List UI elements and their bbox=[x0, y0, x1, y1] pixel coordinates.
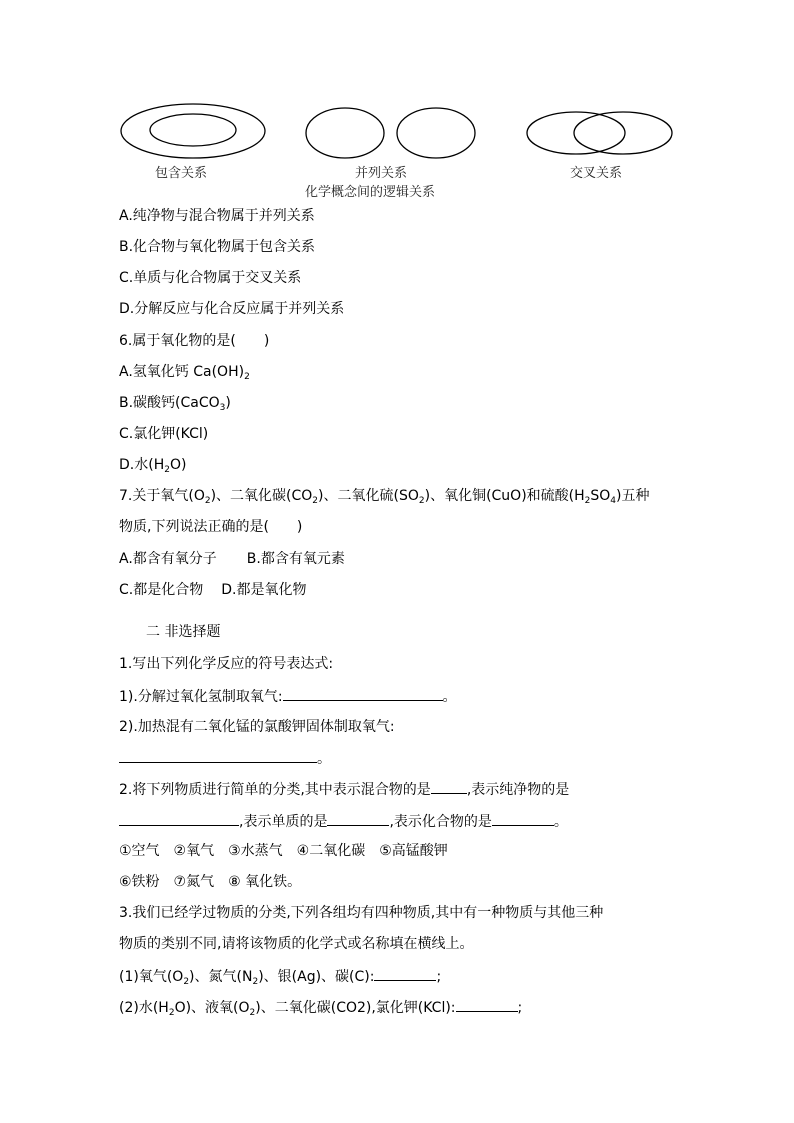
label-intersect: 交叉关系 bbox=[570, 166, 623, 181]
nq1-item2: 2).加热混有二氧化锰的氯酸钾固体制取氧气: bbox=[119, 719, 395, 735]
subscript: 3 bbox=[219, 403, 226, 413]
q6-option-c: C.氯化钾(KCl) bbox=[119, 426, 209, 442]
text-part: ,表示单质的是 bbox=[239, 814, 328, 830]
containment-inner-ellipse bbox=[150, 114, 236, 146]
q7-option-d: D.都是氧化物 bbox=[221, 582, 307, 598]
q5-option-d: D.分解反应与化合反应属于并列关系 bbox=[119, 301, 345, 317]
subscript: 2 bbox=[418, 496, 425, 506]
nq2-substances-row1: ①空气 ②氧气 ③水蒸气 ④二氧化碳 ⑤高锰酸钾 bbox=[119, 843, 448, 859]
text-part: D.水(H bbox=[119, 457, 165, 473]
text-part: ; bbox=[436, 969, 442, 985]
text-part: (2)水(H bbox=[119, 1000, 169, 1016]
answer-blank[interactable] bbox=[374, 966, 436, 981]
nq3-group2 bbox=[119, 997, 522, 1018]
text-part: )、银(Ag)、碳(C): bbox=[258, 969, 375, 985]
q7-stem-line2: 物质,下列说法正确的是( ) bbox=[119, 519, 303, 535]
text-part: (1)氧气(O bbox=[119, 969, 184, 985]
text-part: 1).分解过氧化氢制取氧气: bbox=[119, 689, 283, 705]
parallel-left-ellipse bbox=[306, 108, 384, 158]
nq1-item2-answer bbox=[119, 748, 331, 769]
q6-option-b bbox=[119, 393, 231, 413]
q6-option-d bbox=[119, 455, 186, 475]
text-part: O) bbox=[169, 457, 187, 473]
nq3-stem-line2: 物质的类别不同,请将该物质的化学式或名称填在横线上。 bbox=[119, 936, 474, 952]
subscript: 2 bbox=[183, 977, 190, 987]
text-part: ) bbox=[225, 395, 231, 411]
subscript: 2 bbox=[204, 496, 211, 506]
label-containment: 包含关系 bbox=[155, 166, 208, 181]
answer-blank[interactable] bbox=[327, 811, 389, 826]
label-parallel: 并列关系 bbox=[355, 166, 408, 181]
subscript: 2 bbox=[249, 1008, 256, 1018]
text-part: 7.关于氧气(O bbox=[119, 488, 205, 504]
text-part: 。 bbox=[317, 751, 331, 767]
text-part: 。 bbox=[553, 814, 568, 830]
subscript: 2 bbox=[584, 496, 591, 506]
text-part: A.氢氧化钙 Ca(OH) bbox=[119, 364, 245, 380]
diagram-caption: 化学概念间的逻辑关系 bbox=[305, 185, 436, 200]
q7-option-c: C.都是化合物 bbox=[119, 582, 204, 598]
subscript: 2 bbox=[168, 1008, 175, 1018]
text-part: ,表示化合物的是 bbox=[389, 814, 492, 830]
subscript: 2 bbox=[164, 465, 170, 475]
text-part: O)、液氧(O bbox=[174, 1000, 250, 1016]
text-part: ; bbox=[517, 1000, 523, 1016]
nq3-group1 bbox=[119, 966, 441, 987]
containment-outer-ellipse bbox=[121, 104, 265, 158]
subscript: 4 bbox=[610, 496, 617, 506]
text-part: 。 bbox=[442, 689, 457, 705]
nq2-stem-line2 bbox=[119, 811, 568, 832]
text-part: 2.将下列物质进行简单的分类,其中表示混合物的是 bbox=[119, 782, 431, 798]
nq1-item1 bbox=[119, 686, 457, 707]
text-part: B.碳酸钙(CaCO bbox=[119, 395, 220, 411]
nq3-stem-line1: 3.我们已经学过物质的分类,下列各组均有四种物质,其中有一种物质与其他三种 bbox=[119, 905, 604, 921]
answer-blank[interactable] bbox=[456, 997, 518, 1012]
q6-stem: 6.属于氧化物的是( ) bbox=[119, 333, 270, 349]
q7-stem-line1 bbox=[119, 486, 650, 506]
q5-option-a: A.纯净物与混合物属于并列关系 bbox=[119, 208, 315, 224]
q7-options-ab bbox=[119, 549, 345, 569]
answer-blank[interactable] bbox=[283, 686, 443, 701]
text-part: )、二氧化碳(CO2),氯化钾(KCl): bbox=[255, 1000, 456, 1016]
text-part: )五种 bbox=[616, 488, 650, 504]
q6-option-a bbox=[119, 362, 250, 382]
text-part: )、二氧化碳(CO bbox=[210, 488, 313, 504]
intersect-left-ellipse bbox=[527, 112, 625, 154]
subscript: 2 bbox=[312, 496, 319, 506]
nq1-stem: 1.写出下列化学反应的符号表达式: bbox=[119, 656, 334, 672]
nq2-substances-row2: ⑥铁粉 ⑦氮气 ⑧ 氧化铁。 bbox=[119, 874, 302, 890]
subscript: 2 bbox=[252, 977, 259, 987]
parallel-right-ellipse bbox=[397, 108, 475, 158]
answer-blank[interactable] bbox=[119, 811, 239, 826]
section-title-non-choice: 二 非选择题 bbox=[146, 624, 221, 640]
logic-relation-diagram bbox=[110, 100, 690, 200]
text-part: ,表示纯净物的是 bbox=[466, 782, 570, 798]
text-part: )、氧化铜(CuO)和硫酸(H bbox=[424, 488, 585, 504]
answer-blank[interactable] bbox=[119, 748, 317, 763]
q7-options-cd bbox=[119, 580, 306, 600]
intersect-right-ellipse bbox=[574, 112, 672, 154]
q7-option-a: A.都含有氧分子 bbox=[119, 551, 217, 567]
answer-blank[interactable] bbox=[431, 779, 467, 794]
subscript: 2 bbox=[244, 372, 250, 382]
q5-option-b: B.化合物与氧化物属于包含关系 bbox=[119, 239, 316, 255]
q5-option-c: C.单质与化合物属于交叉关系 bbox=[119, 270, 302, 286]
q7-option-b: B.都含有氧元素 bbox=[246, 551, 345, 567]
text-part: )、二氧化硫(SO bbox=[318, 488, 419, 504]
text-part: SO bbox=[590, 488, 611, 504]
answer-blank[interactable] bbox=[492, 811, 554, 826]
nq2-stem-line1 bbox=[119, 779, 569, 800]
text-part: )、氮气(N bbox=[189, 969, 253, 985]
